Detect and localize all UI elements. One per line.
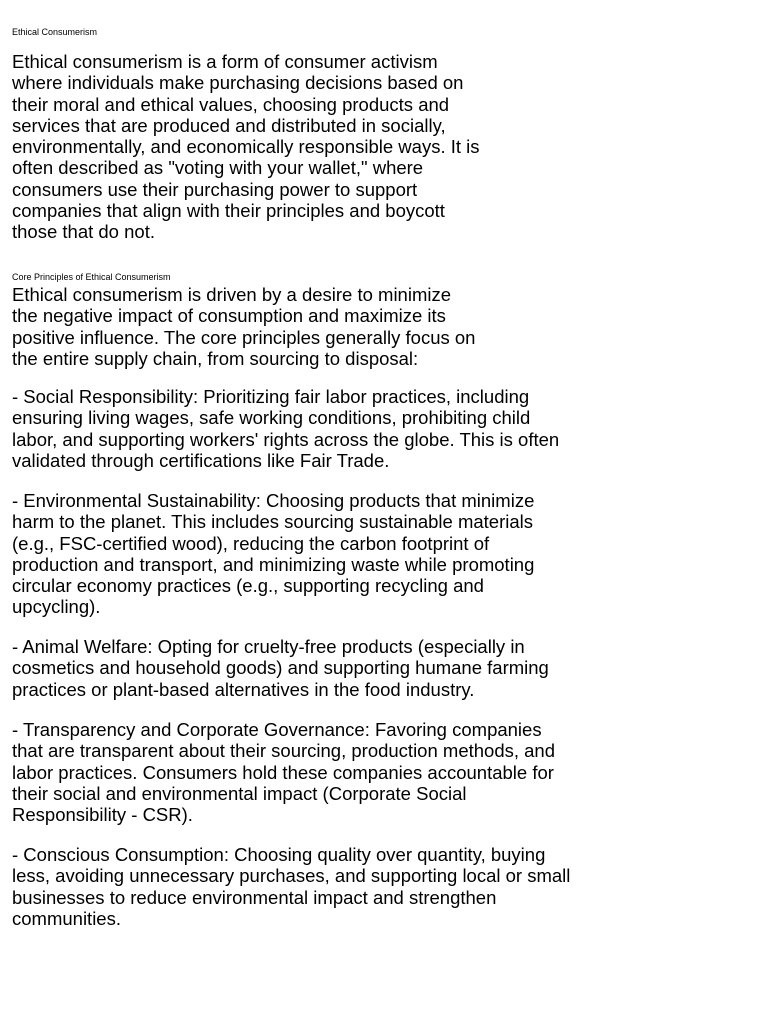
intro-line: services that are produced and distributed in socially, <box>12 114 446 136</box>
intro-line: often described as "voting with your wallet," where <box>12 157 424 179</box>
intro-line: environmentally, and economically responsible ways. It is <box>12 136 480 158</box>
intro-line: where individuals make purchasing decisions based on <box>12 72 464 94</box>
principle-line: - Transparency and Corporate Governance: Favoring companies <box>12 719 542 740</box>
principle-line: harm to the planet. This includes sourcing sustainable materials <box>12 511 534 533</box>
intro-line: those that do not. <box>12 221 155 243</box>
principle-environmental-sustainability <box>12 490 534 618</box>
principle-line: - Animal Welfare: Opting for cruelty-free products (especially in <box>12 636 525 657</box>
section-heading: Core Principles of Ethical Consumerism <box>12 272 171 282</box>
section-intro-line: the negative impact of consumption and maximize its <box>12 305 446 327</box>
principle-animal-welfare <box>12 636 549 700</box>
principle-transparency-governance <box>12 719 555 825</box>
intro-line: their moral and ethical values, choosing products and <box>12 93 450 115</box>
principle-line: communities. <box>12 907 121 929</box>
section-intro-line: the entire supply chain, from sourcing to disposal: <box>12 347 419 369</box>
principle-line: practices or plant-based alternatives in the food industry. <box>12 678 475 700</box>
section-intro-paragraph <box>12 284 475 369</box>
intro-paragraph <box>12 51 480 243</box>
principle-line: labor practices. Consumers hold these companies accountable for <box>12 761 554 783</box>
principle-social-responsibility <box>12 386 559 471</box>
principle-line: - Social Responsibility: Prioritizing fair labor practices, including <box>12 386 530 407</box>
principle-line: their social and environmental impact (Corporate Social <box>12 782 467 804</box>
principle-line: that are transparent about their sourcing, production methods, and <box>12 740 556 762</box>
principle-line: - Environmental Sustainability: Choosing products that minimize <box>12 490 535 511</box>
intro-line: consumers use their purchasing power to support <box>12 178 418 200</box>
principle-line: cosmetics and household goods) and supporting humane farming <box>12 657 549 679</box>
principle-conscious-consumption <box>12 844 570 929</box>
principle-line: production and transport, and minimizing waste while promoting <box>12 553 535 575</box>
principle-line: (e.g., FSC-certified wood), reducing the carbon footprint of <box>12 532 490 554</box>
principle-line: businesses to reduce environmental impact and strengthen <box>12 886 497 908</box>
document-title: Ethical Consumerism <box>12 27 98 37</box>
principle-line: less, avoiding unnecessary purchases, and supporting local or small <box>12 865 571 887</box>
intro-line: Ethical consumerism is a form of consumer activism <box>12 51 438 72</box>
principle-line: ensuring living wages, safe working conditions, prohibiting child <box>12 407 531 429</box>
principle-line: validated through certifications like Fair Trade. <box>12 449 390 471</box>
intro-line: companies that align with their principles and boycott <box>12 200 445 222</box>
section-intro-line: Ethical consumerism is driven by a desire to minimize <box>12 284 452 305</box>
principle-line: labor, and supporting workers' rights across the globe. This is often <box>12 428 560 450</box>
principle-line: - Conscious Consumption: Choosing quality over quantity, buying <box>12 844 546 865</box>
principle-line: circular economy practices (e.g., supporting recycling and <box>12 575 484 597</box>
section-intro-line: positive influence. The core principles generally focus on <box>12 326 476 348</box>
principle-line: Responsibility - CSR). <box>12 804 193 826</box>
principle-line: upcycling). <box>12 596 101 618</box>
